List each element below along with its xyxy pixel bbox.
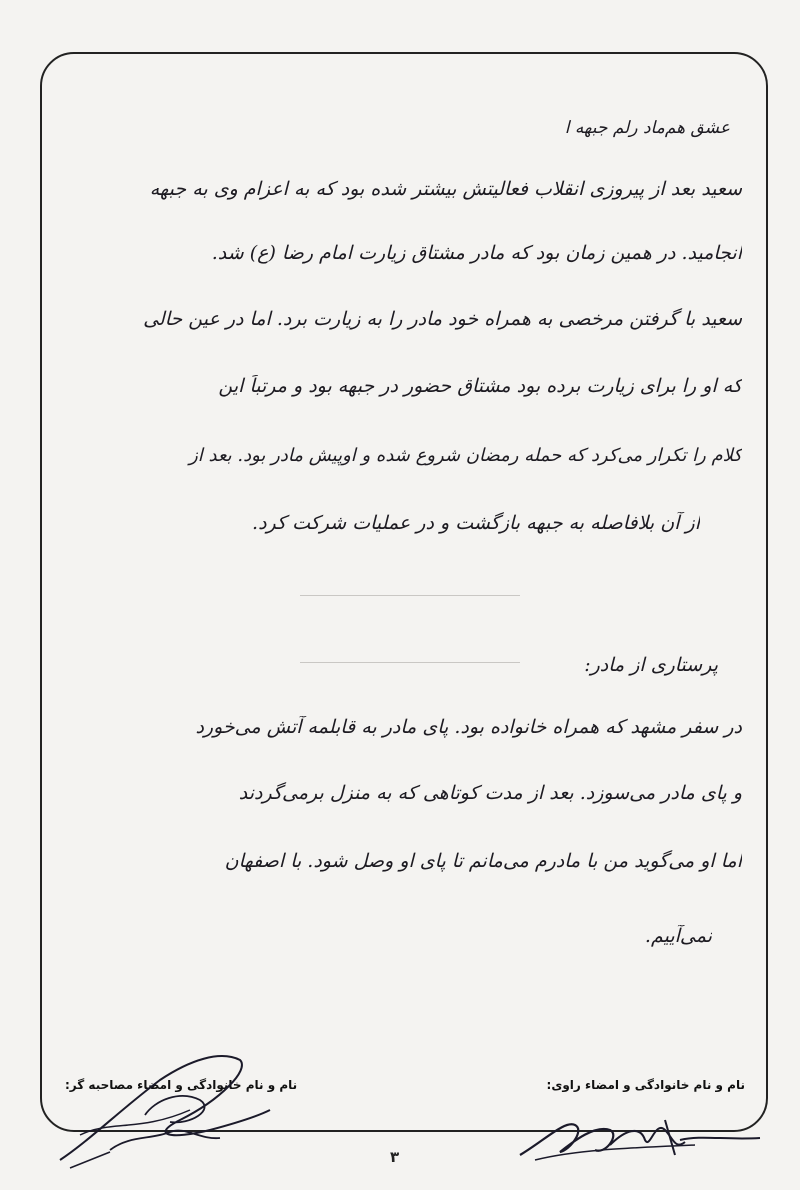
interviewer-signature: [50, 1040, 280, 1170]
section2-line-3: اما او می‌گوید من با مادرم می‌مانم تا پای او وصل شود. با اصفهان: [224, 850, 742, 872]
section1-line-4: که او را برای زیارت برده بود مشتاق حضور در جبهه بود و مرتباً این: [218, 375, 742, 397]
interviewer-signature-label: نام و نام خانوادگی و امضاء مصاحبه گر:: [65, 1078, 298, 1092]
narrator-signature-label: نام و نام خانوادگی و امضاء راوی:: [546, 1078, 745, 1092]
section2-heading: پرستاری از مادر:: [584, 654, 718, 676]
page-border: [40, 52, 768, 1132]
section2-line-2: و پای مادر می‌سوزد. بعد از مدت کوتاهی که به منزل برمی‌گردند: [238, 782, 742, 804]
section1-line-5: کلام را تکرار می‌کرد که حمله رمضان شروع شده و اوپیش مادر بود. بعد از: [189, 445, 742, 466]
section2-line-4: نمی‌آییم.: [644, 925, 712, 947]
section1-line-1: سعید بعد از پیروزی انقلاب فعالیتش بیشتر شده بود که به اعزام وی به جبهه: [149, 178, 742, 200]
ruled-line: [300, 595, 520, 596]
section1-line-3: سعید با گرفتن مرخصی به همراه خود مادر را به زیارت برد. اما در عین حالی: [143, 308, 742, 330]
page-number: ۳: [390, 1148, 400, 1166]
section1-line-2: انجامید. در همین زمان بود که مادر مشتاق زیارت امام رضا (ع) شد.: [211, 242, 742, 264]
narrator-signature: [515, 1100, 765, 1170]
section1-line-6: از آن بلافاصله به جبهه بازگشت و در عملیات شرکت کرد.: [252, 512, 700, 534]
section1-heading: عشق هم‌ماد رلم جبهه ا: [564, 118, 730, 138]
section2-line-1: در سفر مشهد که همراه خانواده بود. پای مادر به قابلمه آتش می‌خورد: [195, 716, 742, 738]
